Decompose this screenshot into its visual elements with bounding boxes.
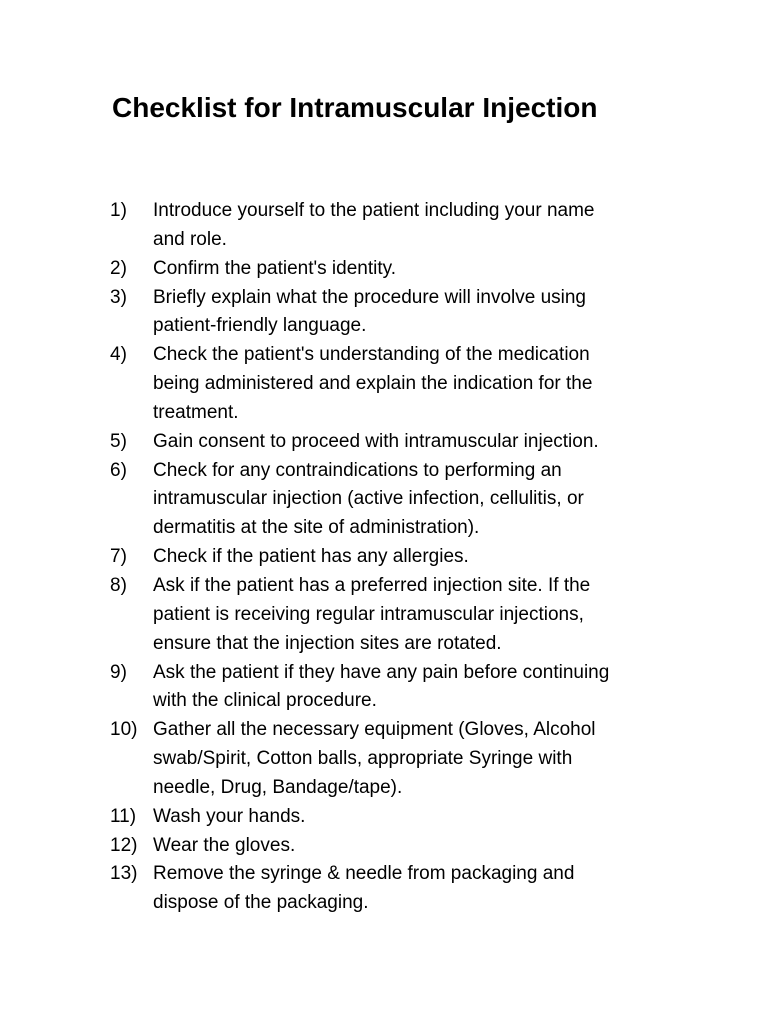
item-text-line: Confirm the patient's identity.	[153, 257, 397, 279]
item-text	[153, 197, 693, 255]
item-text-line: with the clinical procedure.	[153, 690, 377, 712]
item-text	[153, 803, 693, 832]
item-number: 8)	[110, 574, 127, 596]
item-number: 12)	[110, 834, 138, 856]
checklist-item	[0, 659, 768, 717]
item-text-line: swab/Spirit, Cotton balls, appropriate Syringe with	[153, 748, 573, 770]
item-text	[153, 832, 693, 861]
checklist-item	[0, 832, 768, 861]
item-text	[153, 457, 693, 544]
item-text-line: Check the patient's understanding of the medication	[153, 344, 590, 366]
item-number: 10)	[110, 719, 138, 741]
item-number: 1)	[110, 200, 127, 221]
checklist-item	[0, 803, 768, 832]
item-text	[153, 860, 693, 918]
item-text-line: and role.	[153, 228, 227, 250]
item-text-line: dispose of the packaging.	[153, 892, 369, 914]
item-text-line: Remove the syringe & needle from packaging and	[153, 863, 575, 885]
checklist-item	[0, 457, 768, 544]
document-title: Checklist for Intramuscular Injection	[112, 92, 598, 123]
item-number: 3)	[110, 286, 127, 308]
item-text-line: dermatitis at the site of administration).	[153, 517, 480, 539]
item-text	[153, 716, 693, 803]
checklist-item	[0, 716, 768, 803]
item-number: 4)	[110, 344, 127, 366]
item-text	[153, 428, 693, 457]
item-text-line: Wear the gloves.	[153, 834, 296, 856]
item-text-line: being administered and explain the indication for the	[153, 373, 593, 395]
checklist-item	[0, 428, 768, 457]
item-text-line: Gather all the necessary equipment (Gloves, Alcohol	[153, 719, 596, 741]
item-text-line: intramuscular injection (active infection, cellulitis, or	[153, 488, 584, 510]
item-text-line: treatment.	[153, 401, 239, 423]
checklist-item	[0, 543, 768, 572]
item-text-line: needle, Drug, Bandage/tape).	[153, 776, 403, 798]
item-number: 2)	[110, 257, 127, 279]
item-number: 9)	[110, 661, 127, 683]
item-text	[153, 255, 693, 284]
checklist-item	[0, 197, 768, 255]
item-text	[153, 284, 693, 342]
item-text-line: patient-friendly language.	[153, 315, 367, 337]
item-text-line: Introduce yourself to the patient including your name	[153, 200, 595, 221]
item-text-line: Ask the patient if they have any pain before continuing	[153, 661, 610, 683]
checklist-item	[0, 284, 768, 342]
item-text-line: Check for any contraindications to performing an	[153, 459, 562, 481]
item-text-line: Check if the patient has any allergies.	[153, 546, 469, 568]
item-number: 5)	[110, 430, 127, 452]
item-number: 13)	[110, 863, 138, 885]
item-text-line: Briefly explain what the procedure will involve using	[153, 286, 587, 308]
item-text-line: patient is receiving regular intramuscular injections,	[153, 603, 584, 625]
item-number: 7)	[110, 546, 127, 568]
item-text	[153, 659, 693, 717]
item-text-line: Wash your hands.	[153, 805, 306, 827]
item-text-line: Gain consent to proceed with intramuscular injection.	[153, 430, 599, 452]
item-number: 11)	[110, 805, 137, 827]
item-text	[153, 341, 693, 428]
checklist	[0, 197, 768, 918]
checklist-item	[0, 860, 768, 918]
item-text	[153, 543, 693, 572]
item-text-line: ensure that the injection sites are rotated.	[153, 632, 502, 654]
checklist-item	[0, 255, 768, 284]
item-number: 6)	[110, 459, 127, 481]
item-text-line: Ask if the patient has a preferred injection site. If the	[153, 574, 591, 596]
checklist-item	[0, 341, 768, 428]
item-text	[153, 572, 693, 659]
checklist-item	[0, 572, 768, 659]
